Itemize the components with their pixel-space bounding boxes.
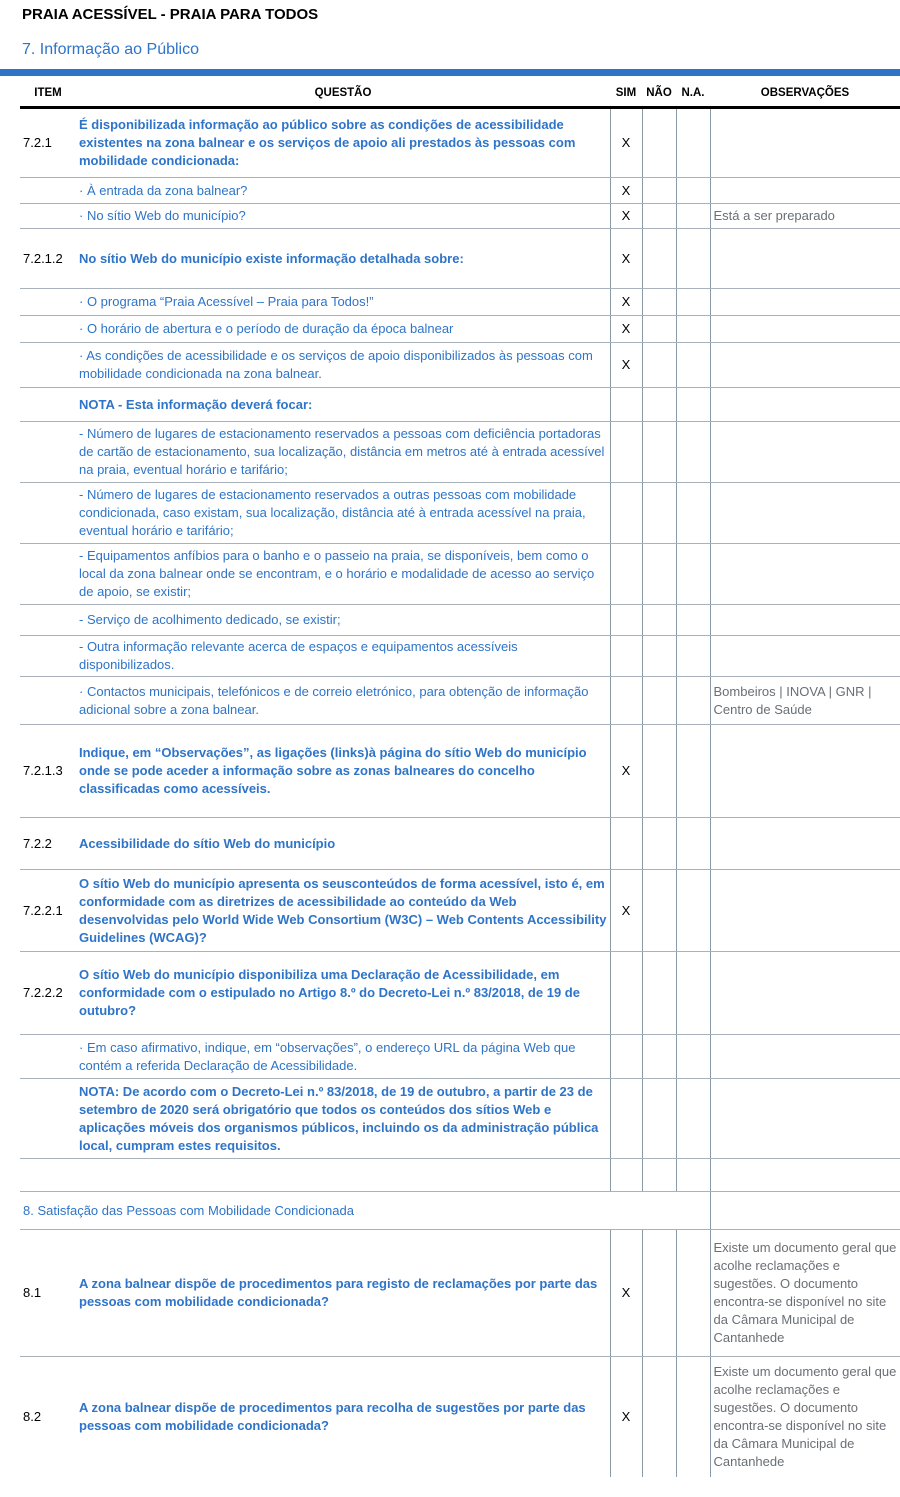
column-header-observacoes: OBSERVAÇÕES [710,80,900,108]
answer-na[interactable] [676,605,710,636]
answer-sim[interactable]: X [610,343,642,388]
table-row [20,1035,900,1079]
question-text: · Contactos municipais, telefónicos e de correio eletrónico, para obtenção de informação adicional sobre a zona balnear. [76,677,610,725]
checklist-table [20,80,900,1477]
item-code [20,422,76,483]
answer-sim[interactable] [610,636,642,677]
item-code [20,1079,76,1159]
answer-sim[interactable] [610,483,642,544]
question-text: A zona balnear dispõe de procedimentos para recolha de sugestões por parte das pessoas com mobilidade condicionada? [79,1399,586,1433]
observation [710,388,900,422]
column-header-na: N.A. [676,80,710,108]
answer-na[interactable] [676,1159,710,1192]
observation: Bombeiros | INOVA | GNR | Centro de Saúde [710,677,900,725]
question-text: · As condições de acessibilidade e os serviços de apoio disponibilizados às pessoas com mobilidade condicionada na zona balnear. [76,343,610,388]
table-row [20,870,900,952]
table-row-empty [20,1159,900,1192]
item-code: 7.2.1.2 [20,229,76,289]
question-text: - Serviço de acolhimento dedicado, se existir; [76,605,610,636]
table-row [20,483,900,544]
section-8-title: 8. Satisfação das Pessoas com Mobilidade Condicionada [20,1192,710,1230]
section-7-title: 7. Informação ao Público [22,41,199,58]
item-code: 7.2.2.1 [20,870,76,952]
question-text: NOTA - Esta informação deverá focar: [76,388,610,422]
item-code [20,204,76,229]
table-row [20,316,900,343]
table-row [20,178,900,204]
answer-nao[interactable] [642,422,676,483]
answer-na[interactable] [676,725,710,818]
table-row [20,1230,900,1357]
question-text: NOTA: De acordo com o Decreto-Lei n.º 83/2018, de 19 de outubro, a partir de 23 de setembro de 2020 será obrigatório que todos os conteúdos dos sítios Web e aplicações móveis dos organismos públicos, incluindo os da administração pública local, cumpram estes requisitos. [76,1079,610,1159]
answer-sim[interactable] [610,818,642,870]
section-8-row [20,1192,900,1230]
table-row [20,605,900,636]
answer-na[interactable] [676,870,710,952]
answer-na[interactable] [676,388,710,422]
answer-nao[interactable] [642,544,676,605]
table-row [20,343,900,388]
item-code [20,178,76,204]
answer-sim[interactable]: X [610,316,642,343]
answer-na[interactable] [676,343,710,388]
item-code [20,316,76,343]
answer-na[interactable] [676,1357,710,1477]
table-header-row [20,80,900,108]
answer-na[interactable] [676,1079,710,1159]
answer-nao[interactable] [642,605,676,636]
observation [710,1159,900,1192]
item-code: 7.2.2 [20,818,76,870]
observation: Está a ser preparado [710,204,900,229]
answer-na[interactable] [676,108,710,178]
answer-na[interactable] [676,952,710,1035]
item-code [20,388,76,422]
answer-na[interactable] [676,178,710,204]
answer-na[interactable] [676,677,710,725]
answer-sim[interactable]: X [610,289,642,316]
answer-sim[interactable]: X [610,725,642,818]
item-code: 7.2.1.3 [20,725,76,818]
answer-nao[interactable] [642,178,676,204]
answer-na[interactable] [676,229,710,289]
answer-na[interactable] [676,544,710,605]
item-code [20,636,76,677]
column-header-sim: SIM [610,80,642,108]
answer-nao[interactable] [642,1079,676,1159]
item-code [20,1159,76,1192]
question-text: · Em caso afirmativo, indique, em “observações”, o endereço URL da página Web que contém a referida Declaração de Acessibilidade. [76,1035,610,1079]
answer-sim[interactable]: X [610,204,642,229]
item-code [20,289,76,316]
observation: Existe um documento geral que acolhe reclamações e sugestões. O documento encontra-se disponível no site da Câmara Municipal de Cantanhede [710,1230,900,1357]
item-code [20,677,76,725]
answer-nao[interactable] [642,204,676,229]
observation [710,544,900,605]
observation [710,636,900,677]
table-row [20,229,900,289]
answer-sim[interactable] [610,388,642,422]
question-text: O sítio Web do município apresenta os seusconteúdos de forma acessível, isto é, em conformidade com as diretrizes de acessibilidade ao conteúdo da Web desenvolvidas pelo World Wide Web Consortium (W3C) – Web Contents Accessibility Guidelines (WCAG)? [76,870,610,952]
observation [710,1079,900,1159]
observation [710,1035,900,1079]
answer-nao[interactable] [642,952,676,1035]
answer-nao[interactable] [642,108,676,178]
table-row [20,388,900,422]
question-text: Indique, em “Observações”, as ligações (links)à página do sítio Web do município onde se pode aceder a informação sobre as zonas balneares do concelho classificadas como acessíveis. [76,725,610,818]
question-text: · À entrada da zona balnear? [76,178,610,204]
observation [710,870,900,952]
answer-na[interactable] [676,289,710,316]
item-code: 7.2.2.2 [20,952,76,1035]
question-text: - Número de lugares de estacionamento reservados a pessoas com deficiência portadoras de cartão de estacionamento, sua localização, distância em metros até à entrada acessível na praia, eventual horário e tarifário; [76,422,610,483]
document-title: PRAIA ACESSÍVEL - PRAIA PARA TODOS [22,6,319,23]
item-code [20,483,76,544]
question-text: Acessibilidade do sítio Web do município [76,818,610,870]
answer-sim[interactable]: X [610,229,642,289]
answer-na[interactable] [676,1035,710,1079]
answer-sim[interactable]: X [610,178,642,204]
answer-nao[interactable] [642,1035,676,1079]
answer-na[interactable] [676,422,710,483]
answer-sim[interactable]: X [610,108,642,178]
item-code: 8.2 [23,1408,42,1424]
question-text: - Equipamentos anfíbios para o banho e o passeio na praia, se disponíveis, bem como o local da zona balnear onde se encontram, e o horário e modalidade de acesso ao serviço de apoio, se existir; [76,544,610,605]
answer-na[interactable] [676,818,710,870]
answer-na[interactable] [676,316,710,343]
observation [710,108,900,178]
answer-sim[interactable] [610,605,642,636]
question-text: A zona balnear dispõe de procedimentos para registo de reclamações por parte das pessoas com mobilidade condicionada? [76,1230,610,1357]
observation [710,1192,900,1230]
question-text: · No sítio Web do município? [76,204,610,229]
question-text [76,1159,610,1192]
answer-sim[interactable] [610,544,642,605]
answer-na[interactable] [676,483,710,544]
item-code: 8.1 [20,1230,76,1357]
observation [710,725,900,818]
answer-sim[interactable] [610,677,642,725]
answer-sim[interactable]: X [610,1230,642,1357]
question-text: No sítio Web do município existe informação detalhada sobre: [76,229,610,289]
answer-nao[interactable] [642,316,676,343]
table-row [20,544,900,605]
table-row [20,1357,900,1477]
item-code: 7.2.1 [20,108,76,178]
question-text: - Outra informação relevante acerca de espaços e equipamentos acessíveis disponibilizados. [76,636,610,677]
answer-nao[interactable] [642,870,676,952]
column-header-item: ITEM [20,80,76,108]
answer-nao[interactable] [642,229,676,289]
table-row [20,204,900,229]
table-row [20,289,900,316]
answer-nao[interactable] [642,725,676,818]
observation [710,422,900,483]
answer-na[interactable] [676,1230,710,1357]
observation [710,289,900,316]
table-row [20,952,900,1035]
table-row [20,422,900,483]
item-code [20,343,76,388]
item-code [20,1035,76,1079]
column-header-nao: NÃO [642,80,676,108]
question-text: · O programa “Praia Acessível – Praia para Todos!” [76,289,610,316]
observation [710,952,900,1035]
question-text: · O horário de abertura e o período de duração da época balnear [76,316,610,343]
column-header-question: QUESTÃO [76,80,610,108]
item-code [20,605,76,636]
answer-nao[interactable] [642,1230,676,1357]
header-divider [0,69,900,76]
answer-nao[interactable] [642,289,676,316]
item-code [20,544,76,605]
answer-nao[interactable] [642,1357,676,1477]
question-text: - Número de lugares de estacionamento reservados a outras pessoas com mobilidade condicionada, caso existam, sua localização, distância até à entrada acessível na praia, eventual horário e tarifário; [76,483,610,544]
observation [710,818,900,870]
answer-nao[interactable] [642,636,676,677]
answer-sim[interactable] [610,422,642,483]
answer-sim[interactable] [610,1035,642,1079]
answer-nao[interactable] [642,483,676,544]
answer-nao[interactable] [642,818,676,870]
answer-sim[interactable]: X [610,1357,642,1477]
observation [710,605,900,636]
answer-sim[interactable] [610,1079,642,1159]
answer-na[interactable] [676,636,710,677]
observation [710,229,900,289]
answer-sim[interactable]: X [610,870,642,952]
observation [710,483,900,544]
answer-na[interactable] [676,204,710,229]
answer-nao[interactable] [642,677,676,725]
answer-sim[interactable] [610,1159,642,1192]
answer-nao[interactable] [642,388,676,422]
observation: Existe um documento geral que acolhe reclamações e sugestões. O documento encontra-se disponível no site da Câmara Municipal de Cantanhede [710,1357,900,1477]
observation [710,316,900,343]
answer-nao[interactable] [642,1159,676,1192]
table-row [20,818,900,870]
table-row [20,677,900,725]
observation [710,178,900,204]
question-text: O sítio Web do município disponibiliza uma Declaração de Acessibilidade, em conformidade com o estipulado no Artigo 8.º do Decreto-Lei n.º 83/2018, de 19 de outubro? [76,952,610,1035]
table-row [20,108,900,178]
observation [710,343,900,388]
table-row [20,1079,900,1159]
answer-sim[interactable] [610,952,642,1035]
answer-nao[interactable] [642,343,676,388]
table-row [20,636,900,677]
question-text: É disponibilizada informação ao público sobre as condições de acessibilidade existentes na zona balnear e os serviços de apoio ali prestados às pessoas com mobilidade condicionada: [76,108,610,178]
table-row [20,725,900,818]
